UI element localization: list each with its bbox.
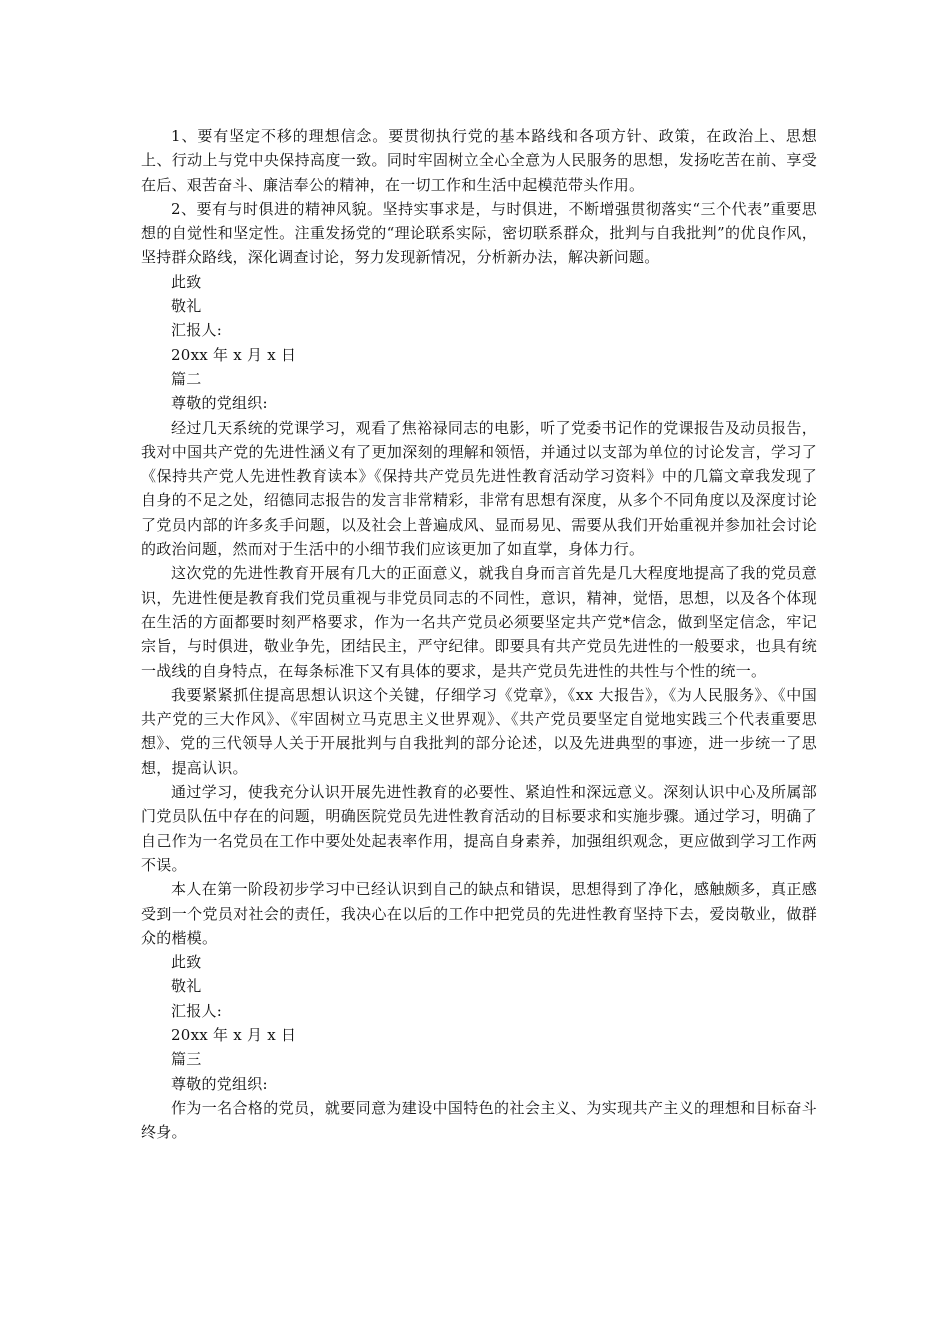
document-body [141, 124, 817, 1144]
paragraph: 我要紧紧抓住提高思想认识这个关键，仔细学习《党章》，《xx 大报告》，《为人民服务》、《中国共产党的三大作风》、《牢固树立马克思主义世界观》、《共产党员要坚定自觉地实践三个代表重要思想》、党的三代领导人关于开展批判与自我批判的部分论述，以及先进典型的事迹，进一步统一了思想，提高认识。 [141, 685, 817, 777]
paragraph: 经过几天系统的党课学习，观看了焦裕禄同志的电影，听了党委书记作的党课报告及动员报告，我对中国共产党的先进性涵义有了更加深刻的理解和领悟，并通过以支部为单位的讨论发言，学习了《保持共产党人先进性教育读本》《保持共产党员先进性教育活动学习资料》中的几篇文章我发现了自身的不足之处，绍德同志报告的发言非常精彩，非常有思想有深度，从多个不同角度以及深度讨论了党员内部的许多炙手问题，以及社会上普遍成风、显而易见、需要从我们开始重视并参加社会讨论的政治问题，然而对于生活中的小细节我们应该更加了如直掌，身体力行。 [141, 418, 817, 559]
paragraph-point-2: 2、要有与时俱进的精神风貌。坚持实事求是，与时俱进，不断增强贯彻落实“三个代表”重要思想的自觉性和坚定性。注重发扬党的“理论联系实际，密切联系群众，批判与自我批判”的优良作风，坚持群众路线，深化调查讨论，努力发现新情况，分析新办法，解决新问题。 [141, 199, 817, 267]
reporter-label: 汇报人: [171, 321, 223, 340]
report-date: 20xx 年 x 月 x 日 [171, 345, 297, 364]
section-heading-3: 篇三 [171, 1050, 202, 1069]
closing-salutation: 此致 [171, 953, 202, 972]
closing-regards: 敬礼 [171, 977, 202, 996]
reporter-label: 汇报人: [171, 1001, 223, 1020]
paragraph-point-1: 1、要有坚定不移的理想信念。要贯彻执行党的基本路线和各项方针、政策，在政治上、思想上、行动上与党中央保持高度一致。同时牢固树立全心全意为人民服务的思想，发扬吃苦在前、享受在后、艰苦奋斗、廉洁奉公的精神，在一切工作和生活中起模范带头作用。 [141, 127, 817, 194]
greeting: 尊敬的党组织: [171, 394, 268, 413]
paragraph: 这次党的先进性教育开展有几大的正面意义，就我自身而言首先是几大程度地提高了我的党员意识，先进性便是教育我们党员重视与非党员同志的不同性，意识，精神，觉悟，思想，以及各个体现在生活的方面都要时刻严格要求，作为一名共产党员必须要坚定共产党*信念，做到坚定信念，牢记宗旨，与时俱进，敬业争先，团结民主，严守纪律。即要具有共产党员先进性的一般要求，也具有统一战线的自身特点，在每条标准下又有具体的要求，是共产党员先进性的共性与个性的统一。 [141, 564, 817, 680]
paragraph: 本人在第一阶段初步学习中已经认识到自己的缺点和错误，思想得到了净化，感触颇多，真正感受到一个党员对社会的责任，我决心在以后的工作中把党员的先进性教育坚持下去，爱岗敬业，做群众的楷模。 [141, 880, 817, 947]
closing-regards: 敬礼 [171, 297, 202, 316]
paragraph: 作为一名合格的党员，就要同意为建设中国特色的社会主义、为实现共产主义的理想和目标奋斗终身。 [141, 1098, 817, 1142]
closing-salutation: 此致 [171, 272, 202, 291]
section-heading-2: 篇二 [171, 369, 202, 388]
greeting: 尊敬的党组织: [171, 1074, 268, 1093]
paragraph: 通过学习，使我充分认识开展先进性教育的必要性、紧迫性和深远意义。深刻认识中心及所属部门党员队伍中存在的问题，明确医院党员先进性教育活动的目标要求和实施步骤。通过学习，明确了自己作为一名党员在工作中要处处起表率作用，提高自身素养，加强组织观念，更应做到学习工作两不误。 [141, 783, 817, 874]
report-date: 20xx 年 x 月 x 日 [171, 1025, 297, 1044]
